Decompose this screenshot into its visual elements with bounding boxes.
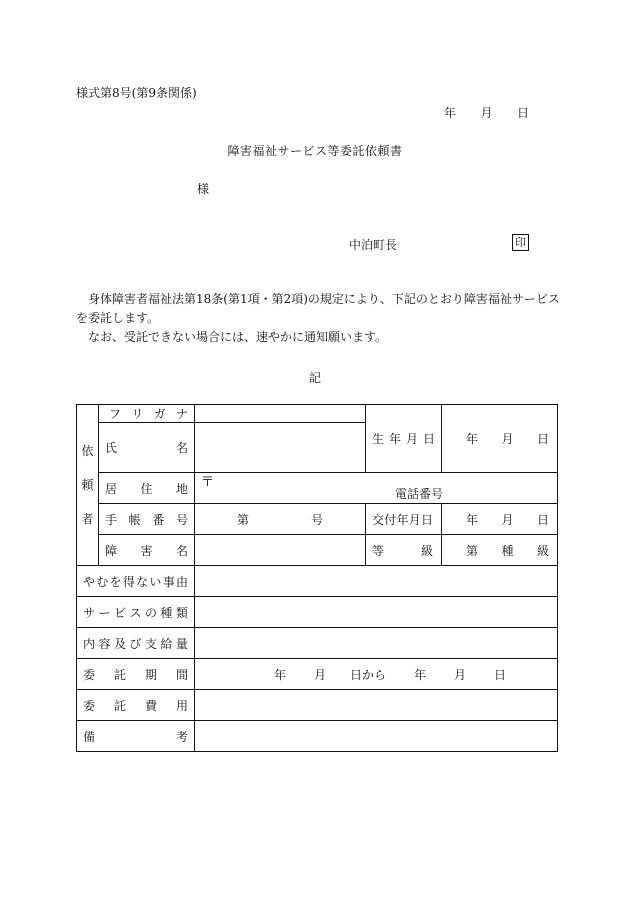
body-line-2: を委託します。	[76, 311, 160, 325]
issue-date-label: 交 付 年 月 日	[366, 504, 442, 535]
postal-mark: 〒	[201, 475, 215, 490]
disability-field[interactable]	[195, 535, 366, 566]
content-amount-label: 内 容 及 び 支 給 量	[77, 628, 195, 659]
address-field[interactable]	[195, 473, 558, 504]
handbook-number-field[interactable]: 第 号	[195, 504, 366, 535]
commission-period-label: 委 託 期 間	[77, 659, 195, 690]
handbook-number-label: 手 帳 番 号	[99, 504, 195, 535]
grade-field[interactable]: 第 種 級	[442, 535, 558, 566]
document-date	[444, 104, 529, 121]
date-year: 年	[444, 106, 457, 120]
requester-group-label: 依 頼 者	[77, 405, 99, 566]
addressee-suffix: 様	[197, 182, 210, 196]
body-line-1: 身体障害者福祉法第18条(第1項・第2項)の規定により、下記のとおり障害福祉サービス	[88, 292, 560, 306]
unavoidable-reason-field[interactable]	[195, 566, 558, 597]
furigana-label: フ リ ガ ナ	[99, 405, 195, 423]
name-field[interactable]	[195, 423, 366, 473]
remarks-field[interactable]	[195, 721, 558, 752]
remarks-label: 備 考	[77, 721, 195, 752]
seal-mark: 印	[512, 234, 529, 251]
furigana-field[interactable]	[195, 405, 366, 423]
document-title: 障害福祉サービス等委託依頼書	[227, 144, 403, 158]
name-label: 氏 名	[99, 423, 195, 473]
form-number: 様式第8号(第9条関係)	[76, 86, 197, 100]
date-day: 日	[516, 106, 529, 120]
ki-heading: 記	[308, 371, 321, 385]
content-amount-field[interactable]	[195, 628, 558, 659]
commission-period-field[interactable]: 年 月 日から 年 月 日	[195, 659, 558, 690]
birth-date-field[interactable]: 年 月 日	[442, 405, 558, 473]
body-text	[76, 290, 560, 347]
service-type-field[interactable]	[195, 597, 558, 628]
grade-label: 等 級	[366, 535, 442, 566]
disability-label: 障 害 名	[99, 535, 195, 566]
date-month: 月	[480, 106, 493, 120]
birth-date-label: 生 年 月 日	[366, 405, 442, 473]
body-line-3: なお、受託できない場合には、速やかに通知願います。	[88, 330, 388, 344]
commission-cost-label: 委 託 費 用	[77, 690, 195, 721]
service-type-label: サ ー ビ ス の 種 類	[77, 597, 195, 628]
address-label: 居 住 地	[99, 473, 195, 504]
issue-date-field[interactable]: 年 月 日	[442, 504, 558, 535]
commission-cost-field[interactable]	[195, 690, 558, 721]
unavoidable-reason-label: や む を 得 な い 事 由	[77, 566, 195, 597]
sender-name: 中泊町長	[349, 238, 398, 252]
phone-label: 電話番号	[395, 487, 444, 501]
request-form-table	[76, 404, 558, 752]
